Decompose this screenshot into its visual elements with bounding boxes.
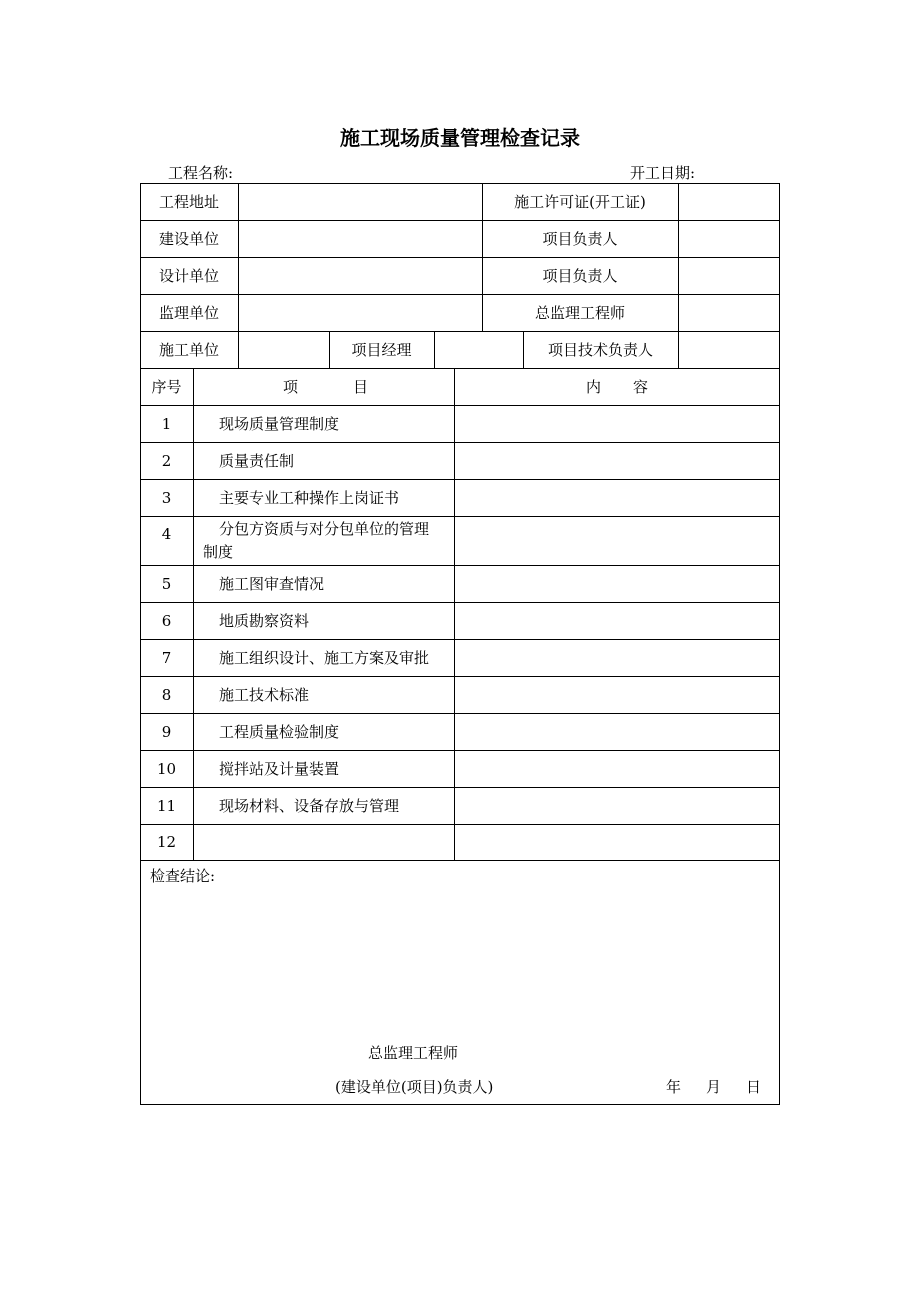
col-item-header-b: 目 — [353, 378, 369, 396]
row-item: 分包方资质与对分包单位的管理 — [219, 520, 430, 538]
col-content-header-a: 内 — [586, 378, 602, 396]
contractor-label: 施工单位 — [158, 341, 219, 359]
row-no: 8 — [161, 686, 172, 704]
builder-signature-label: (建设单位(项目)负责人) — [335, 1078, 494, 1096]
manager-label: 项目经理 — [351, 341, 412, 359]
row-no: 11 — [156, 797, 177, 815]
page-title: 施工现场质量管理检查记录 — [340, 126, 580, 150]
conclusion-field[interactable] — [150, 892, 770, 1032]
content-field[interactable] — [455, 566, 779, 602]
row-item: 主要专业工种操作上岗证书 — [219, 489, 400, 507]
row-item: 施工图审查情况 — [219, 575, 325, 593]
content-field[interactable] — [455, 714, 779, 750]
row-no: 7 — [161, 649, 172, 667]
content-field[interactable] — [455, 517, 779, 565]
project-name-label: 工程名称: — [168, 164, 234, 182]
builder-pm-label: 项目负责人 — [542, 230, 618, 248]
supervisor-label: 监理单位 — [158, 304, 219, 322]
row-item: 地质勘察资料 — [219, 612, 310, 630]
content-field[interactable] — [455, 751, 779, 787]
row-no: 2 — [161, 452, 172, 470]
start-date-label: 开工日期: — [630, 164, 696, 182]
col-no-header: 序号 — [151, 378, 182, 396]
row-no: 1 — [161, 415, 172, 433]
chief-engineer-label: 总监理工程师 — [534, 304, 625, 322]
content-field[interactable] — [455, 443, 779, 479]
content-field[interactable] — [455, 677, 779, 713]
row-item-continued: 制度 — [203, 543, 234, 561]
content-field[interactable] — [455, 480, 779, 516]
row-no: 12 — [156, 833, 177, 851]
content-field[interactable] — [455, 640, 779, 676]
row-no: 9 — [161, 723, 172, 741]
row-no: 5 — [161, 575, 172, 593]
row-item: 搅拌站及计量装置 — [219, 760, 340, 778]
date-year-label: 年 — [666, 1078, 682, 1096]
row-item: 现场材料、设备存放与管理 — [219, 797, 400, 815]
chief-engineer-signature-label: 总监理工程师 — [368, 1044, 459, 1062]
row-no: 6 — [161, 612, 172, 630]
date-month-label: 月 — [706, 1078, 722, 1096]
permit-label: 施工许可证(开工证) — [514, 193, 646, 211]
builder-label: 建设单位 — [158, 230, 219, 248]
tech-lead-label: 项目技术负责人 — [547, 341, 653, 359]
designer-label: 设计单位 — [158, 267, 219, 285]
row-no: 4 — [161, 525, 172, 543]
row-item: 施工组织设计、施工方案及审批 — [219, 649, 430, 667]
content-field[interactable] — [455, 788, 779, 824]
row-no: 3 — [161, 489, 172, 507]
designer-pm-label: 项目负责人 — [542, 267, 618, 285]
address-label: 工程地址 — [158, 193, 219, 211]
content-field[interactable] — [455, 824, 779, 860]
row-item: 现场质量管理制度 — [219, 415, 340, 433]
row-item: 质量责任制 — [219, 452, 295, 470]
content-field[interactable] — [455, 406, 779, 442]
row-no: 10 — [156, 760, 177, 778]
col-item-header-a: 项 — [283, 378, 299, 396]
conclusion-label: 检查结论: — [150, 867, 216, 885]
col-content-header-b: 容 — [633, 378, 649, 396]
row-item: 工程质量检验制度 — [219, 723, 340, 741]
content-field[interactable] — [455, 603, 779, 639]
row-item: 施工技术标准 — [219, 686, 310, 704]
date-day-label: 日 — [746, 1078, 762, 1096]
